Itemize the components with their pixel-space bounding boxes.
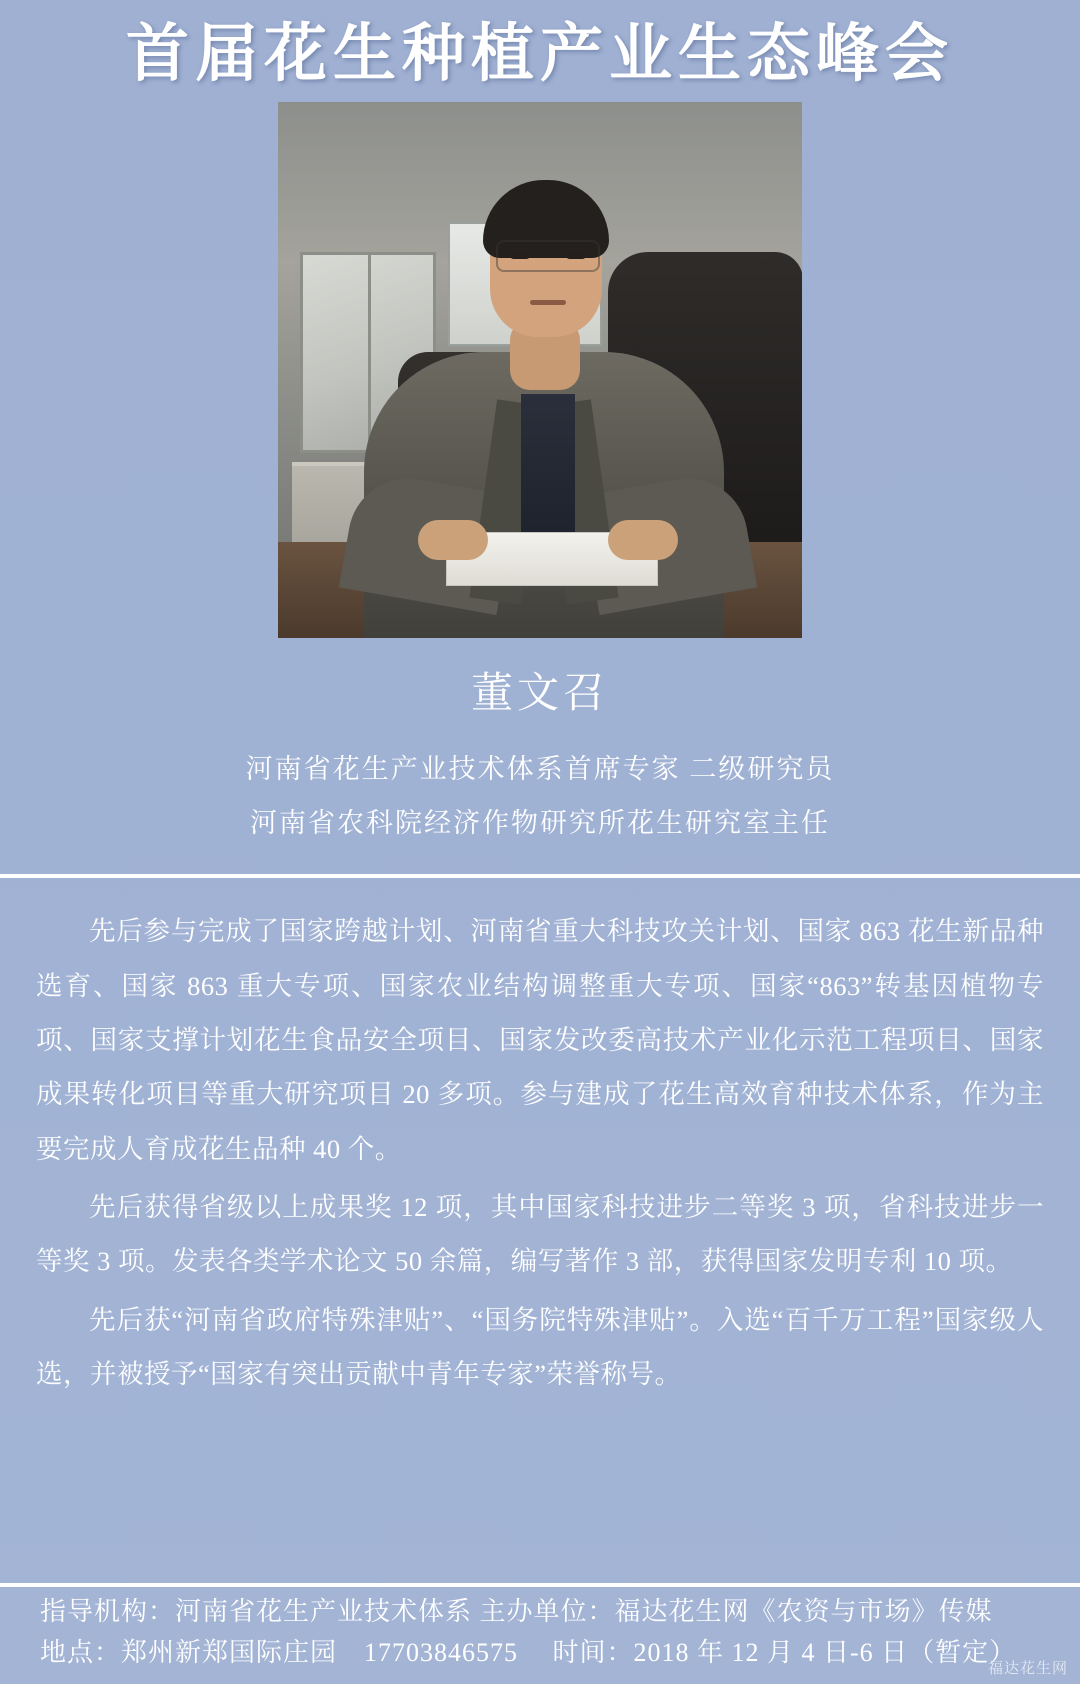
- bio-paragraph-3: 先后获“河南省政府特殊津贴”、“国务院特殊津贴”。入选“百千万工程”国家级人选，并被授予“国家有突出贡献中青年专家”荣誉称号。: [36, 1304, 1044, 1389]
- footer-venue-contact-date: 地点：郑州新郑国际庄园 17703846575 时间：2018 年 12 月 4 日-6 日（暂定）: [40, 1638, 1017, 1668]
- watermark: 福达花生网: [987, 1661, 1068, 1677]
- photo-person-mouth: [530, 300, 566, 305]
- portrait-container: [0, 102, 1080, 638]
- biography-section: [0, 878, 1080, 1558]
- speaker-name: 董文召: [470, 671, 609, 718]
- bio-paragraph-2: 先后获得省级以上成果奖 12 项，其中国家科技进步二等奖 3 项，省科技进步一等奖 3 项。发表各类学术论文 50 余篇，编写著作 3 部，获得国家发明专利 10 项。: [36, 1192, 1044, 1277]
- speaker-title-2: 河南省农科院经济作物研究所花生研究室主任: [250, 808, 830, 839]
- poster-header: [0, 0, 1080, 96]
- poster-footer: [0, 1587, 1080, 1684]
- photo-person-eye-right: [566, 252, 586, 259]
- page-title: 首届花生种植产业生态峰会: [126, 19, 954, 89]
- speaker-info: [0, 660, 1080, 850]
- photo-person-hand-left: [418, 520, 488, 560]
- photo-person-eye-left: [510, 252, 530, 259]
- speaker-photo: [278, 102, 802, 638]
- bio-paragraph-1: 先后参与完成了国家跨越计划、河南省重大科技攻关计划、国家 863 花生新品种选育、国家 863 重大专项、国家农业结构调整重大专项、国家“863”转基因植物专项、国家支撑计划花生食品安全项目、国家发改委高技术产业化示范工程项目、国家成果转化项目等重大研究项目 20 多项。参与建成了花生高效育种技术体系，作为主要完成人育成花生品种 40 个。: [36, 916, 1044, 1164]
- footer-organizers: 指导机构：河南省花生产业技术体系 主办单位：福达花生网《农资与市场》传媒: [40, 1596, 993, 1626]
- photo-person-hand-right: [608, 520, 678, 560]
- speaker-title-1: 河南省花生产业技术体系首席专家 二级研究员: [245, 754, 835, 785]
